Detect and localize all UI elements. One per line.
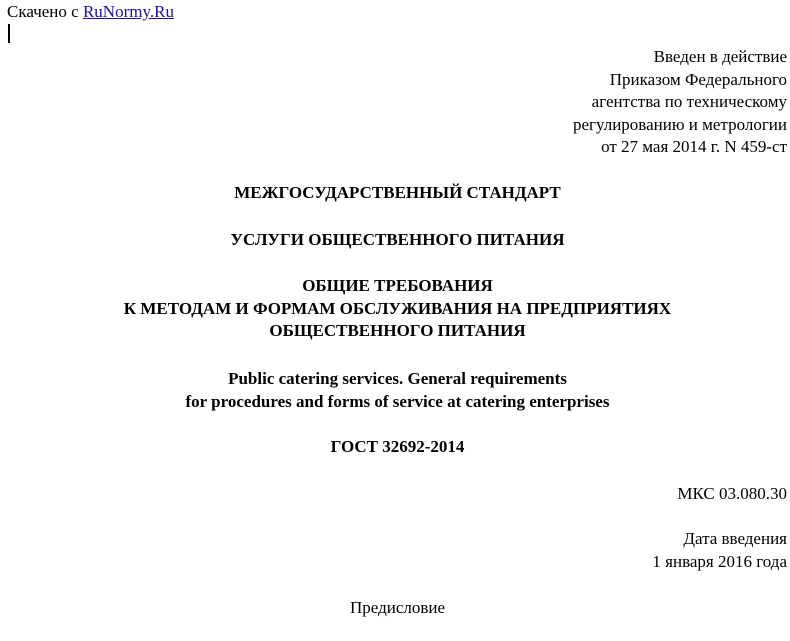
source-link[interactable]: RuNormy.Ru	[82, 2, 174, 21]
subtitle-line: ОБЩИЕ ТРЕБОВАНИЯ	[302, 276, 493, 295]
standard-code-heading	[0, 436, 790, 459]
text-cursor	[8, 24, 10, 43]
preface-heading: Предисловие	[349, 598, 446, 617]
subtitle-line: ОБЩЕСТВЕННОГО ПИТАНИЯ	[269, 321, 526, 340]
effective-date-value: 1 января 2016 года	[652, 552, 787, 571]
approval-line: Введен в действие	[653, 47, 787, 66]
mks-classification: МКС 03.080.30	[677, 484, 787, 503]
standard-subtitle-heading	[0, 275, 790, 343]
standard-code: ГОСТ 32692-2014	[330, 437, 465, 456]
source-prefix: Скачено с	[7, 2, 83, 21]
english-title-line: Public catering services. General requirements	[228, 369, 567, 388]
standard-title-heading	[0, 229, 790, 252]
approval-block	[573, 46, 787, 159]
source-line	[7, 1, 174, 22]
english-title-line: for procedures and forms of service at catering enterprises	[185, 391, 610, 411]
english-title-heading	[0, 368, 790, 413]
approval-line: агентства по техническому	[591, 92, 787, 112]
approval-line: регулированию и метрологии	[572, 114, 787, 134]
effective-date-label: Дата введения	[683, 529, 787, 548]
standard-type: МЕЖГОСУДАРСТВЕННЫЙ СТАНДАРТ	[234, 183, 561, 202]
standard-title: УСЛУГИ ОБЩЕСТВЕННОГО ПИТАНИЯ	[230, 230, 565, 249]
approval-line: от 27 мая 2014 г. N 459-ст	[601, 137, 787, 157]
approval-line: Приказом Федерального	[609, 69, 787, 89]
standard-type-heading	[0, 182, 790, 205]
subtitle-line: К МЕТОДАМ И ФОРМАМ ОБСЛУЖИВАНИЯ НА ПРЕДПРИЯТИЯХ	[123, 298, 672, 318]
